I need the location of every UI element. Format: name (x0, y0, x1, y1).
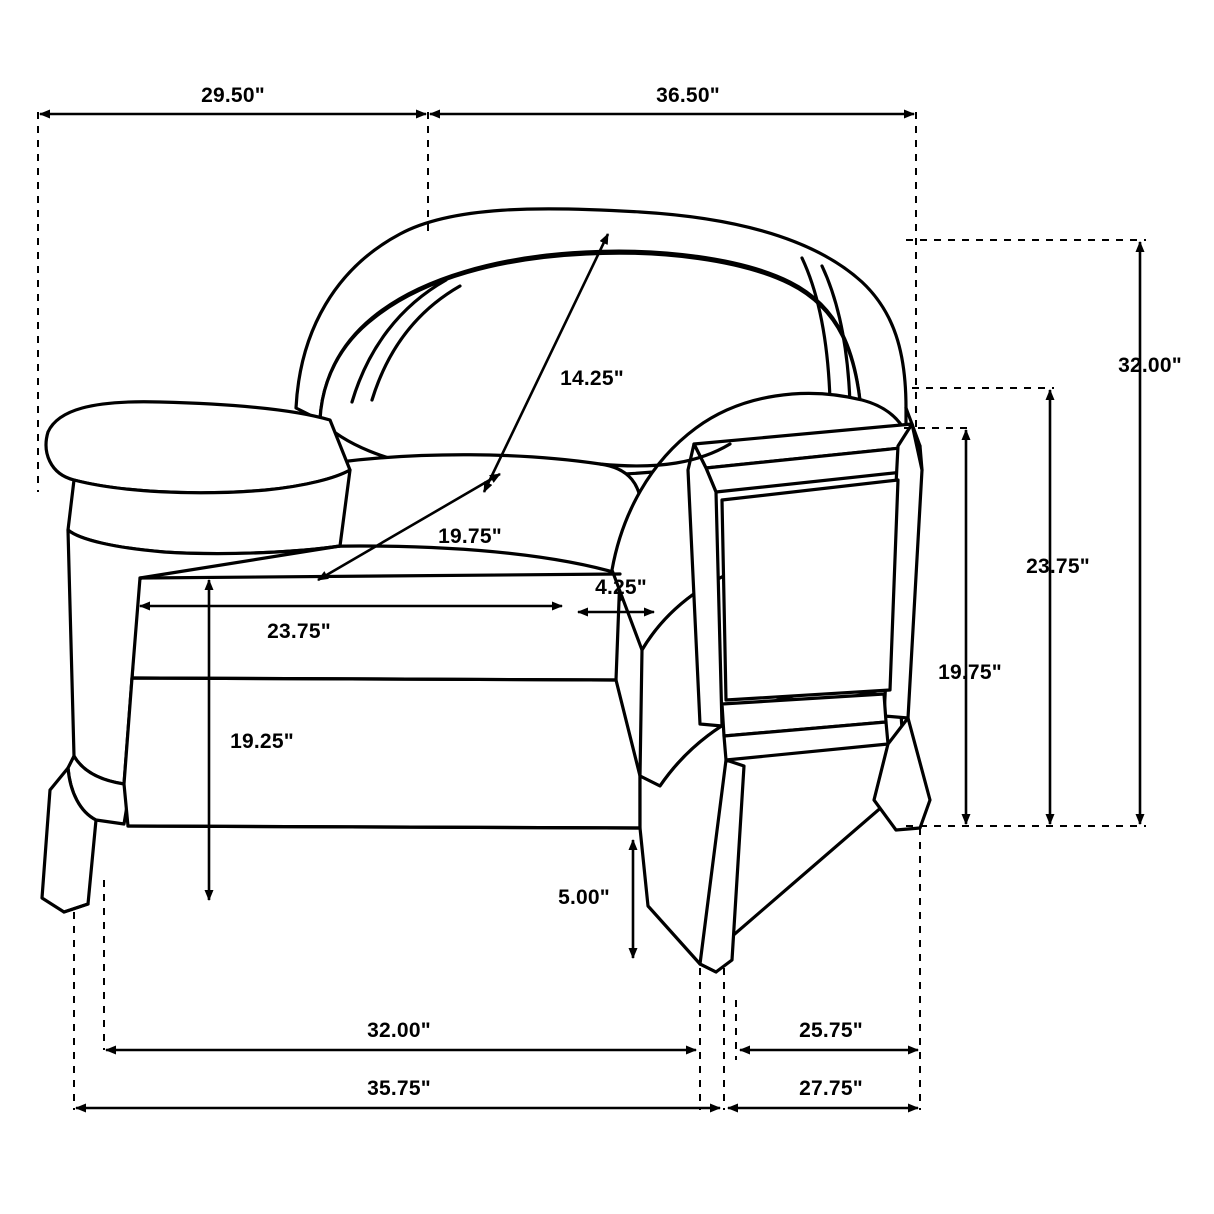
dim-label-arm-height-left: 19.25" (230, 730, 294, 753)
dim-label-top-left-width: 29.50" (201, 84, 265, 107)
dim-label-leg-clearance: 5.00" (558, 886, 610, 909)
dim-label-seat-width-outer: 32.00" (367, 1019, 431, 1042)
dim-label-arm-width-right: 4.25" (595, 576, 647, 599)
dim-label-overall-width: 35.75" (367, 1077, 431, 1100)
dim-label-side-depth-inner: 25.75" (799, 1019, 863, 1042)
dim-label-overall-depth: 27.75" (799, 1077, 863, 1100)
dim-label-back-cushion-diagonal: 14.25" (560, 367, 624, 390)
dim-label-top-right-width: 36.50" (656, 84, 720, 107)
dim-label-back-height-overall: 32.00" (1118, 354, 1182, 377)
dim-label-seat-depth-diagonal: 19.75" (438, 525, 502, 548)
dim-label-seat-width-inner: 23.75" (267, 620, 331, 643)
dim-label-seat-back-height: 19.75" (938, 661, 1002, 684)
dim-label-arm-height-right: 23.75" (1026, 555, 1090, 578)
chair-outline (42, 209, 930, 972)
